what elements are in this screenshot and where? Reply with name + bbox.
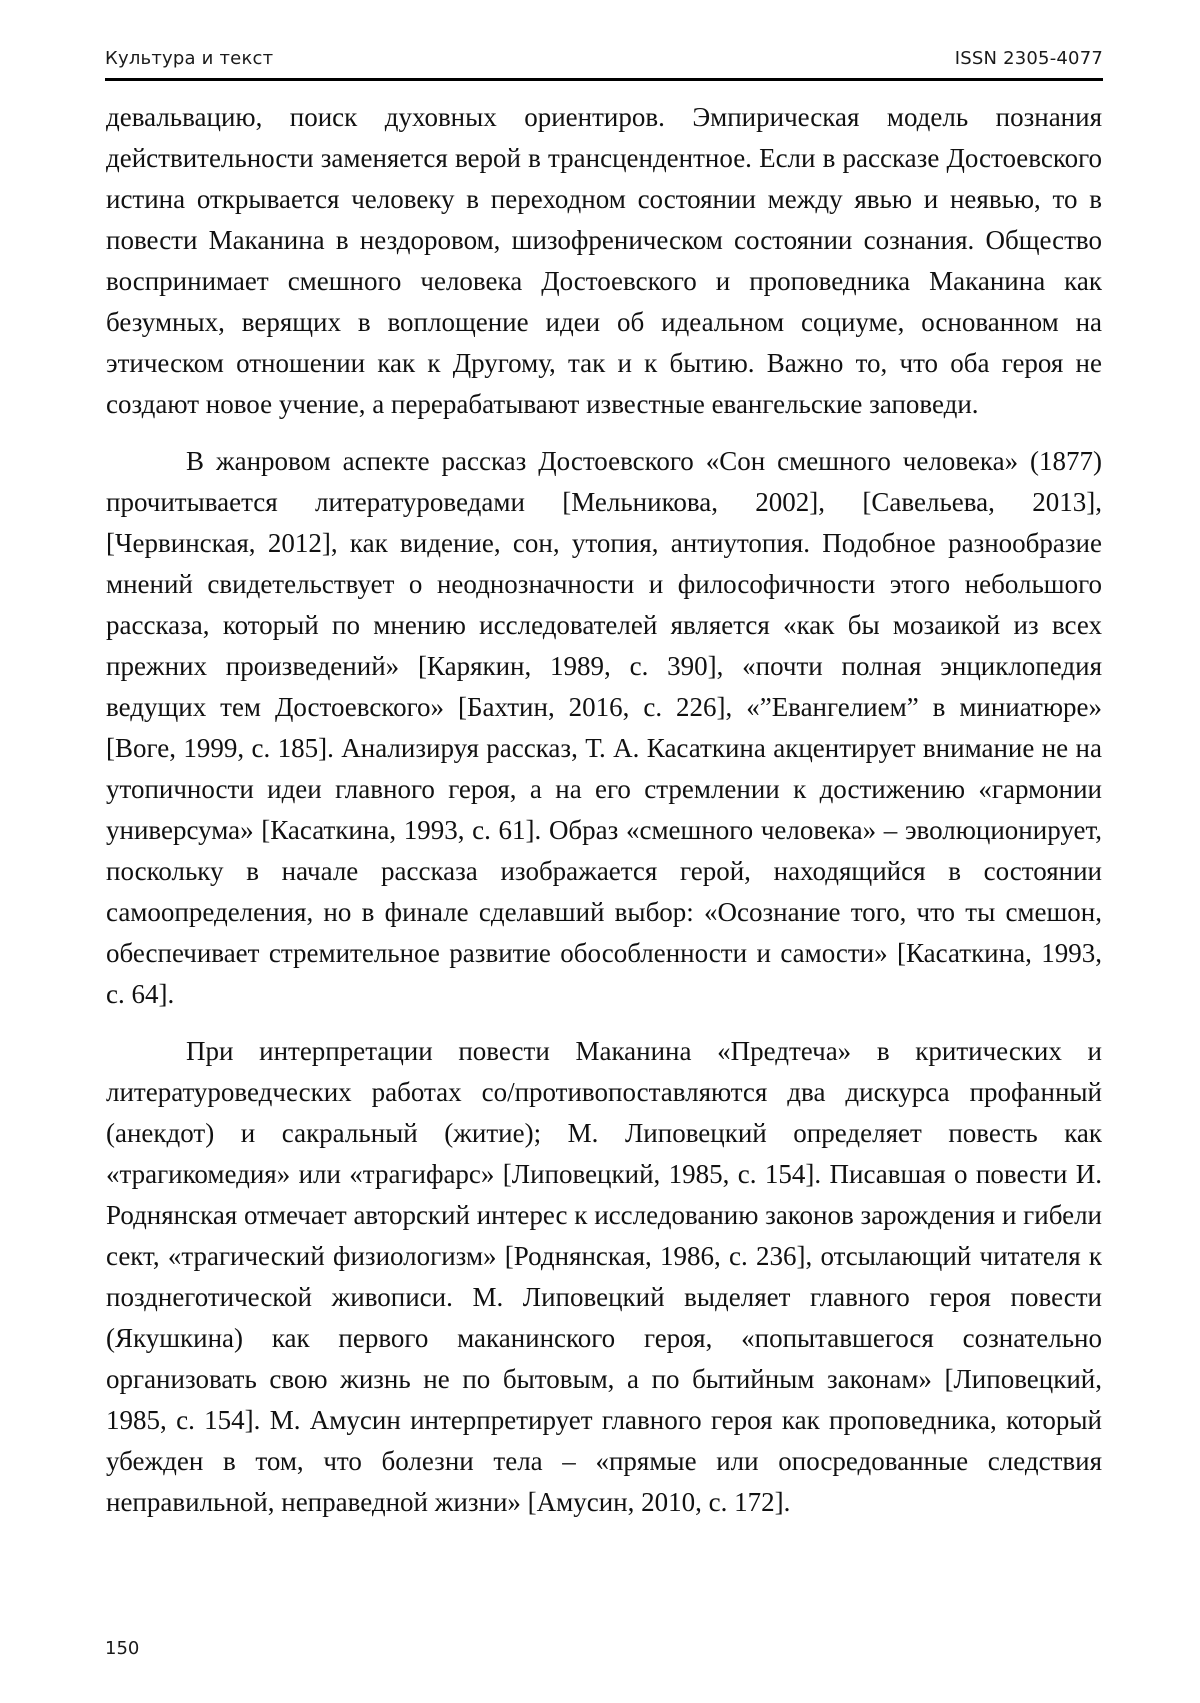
journal-title: Культура и текст [105,48,274,69]
paragraph-genre-aspect: В жанровом аспекте рассказ Достоевского «Сон смешного человека» (1877) прочитывается литературоведами [Мельникова, 2002], [Савельева, 2013], [Червинская, 2012], как видение, сон, утопия, антиутопия. Подобное разнообразие мнений свидетельствует о неоднозначности и философичности этого небольшого рассказа, который по мнению исследователей является «как бы мозаикой из всех прежних произведений» [Карякин, 1989, с. 390], «почти полная энциклопедия ведущих тем Достоевского» [Бахтин, 2016, с. 226], «”Евангелием” в миниатюре» [Воге, 1999, с. 185]. Анализируя рассказ, Т. А. Касаткина акцентирует внимание не на утопичности идеи главного героя, а на его стремлении к достижению «гармонии универсума» [Касаткина, 1993, с. 61]. Образ «смешного человека» – эволюционирует, поскольку в начале рассказа изображается герой, находящийся в состоянии самоопределения, но в финале сделавший выбор: «Осознание того, что ты смешон, обеспечивает стремительное развитие обособленности и самости» [Касаткина, 1993, с. 64]. [106,446,1102,1009]
paragraph-continued: девальвацию, поиск духовных ориентиров. Эмпирическая модель познания действительности заменяется верой в трансцендентное. Если в рассказе Достоевского истина открывается человеку в переходном состоянии между явью и неявью, то в повести Маканина в нездоровом, шизофреническом состоянии сознания. Общество воспринимает смешного человека Достоевского и проповедника Маканина как безумных, верящих в воплощение идеи об идеальном социуме, основанном на этическом отношении как к Другому, так и к бытию. Важно то, что оба героя не создают новое учение, а перерабатывают известные евангельские заповеди. [106,102,1102,419]
page-number: 150 [105,1638,140,1659]
issn-number: ISSN 2305-4077 [954,48,1103,69]
running-header [105,44,1103,81]
article-body [106,97,1102,1523]
paragraph-interpretation: При интерпретации повести Маканина «Предтеча» в критических и литературоведческих работах со/противопоставляются два дискурса профанный (анекдот) и сакральный (житие); М. Липовецкий определяет повесть как «трагикомедия» или «трагифарс» [Липовецкий, 1985, с. 154]. Писавшая о повести И. Роднянская отмечает авторский интерес к исследованию законов зарождения и гибели сект, «трагический физиологизм» [Роднянская, 1986, с. 236], отсылающий читателя к позднеготической живописи. М. Липовецкий выделяет главного героя повести (Якушкина) как первого маканинского героя, «попытавшегося сознательно организовать свою жизнь не по бытовым, а по бытийным законам» [Липовецкий, 1985, с. 154]. М. Амусин интерпретирует главного героя как проповедника, который убежден в том, что болезни тела – «прямые или опосредованные следствия неправильной, неправедной жизни» [Амусин, 2010, с. 172]. [106,1036,1102,1517]
